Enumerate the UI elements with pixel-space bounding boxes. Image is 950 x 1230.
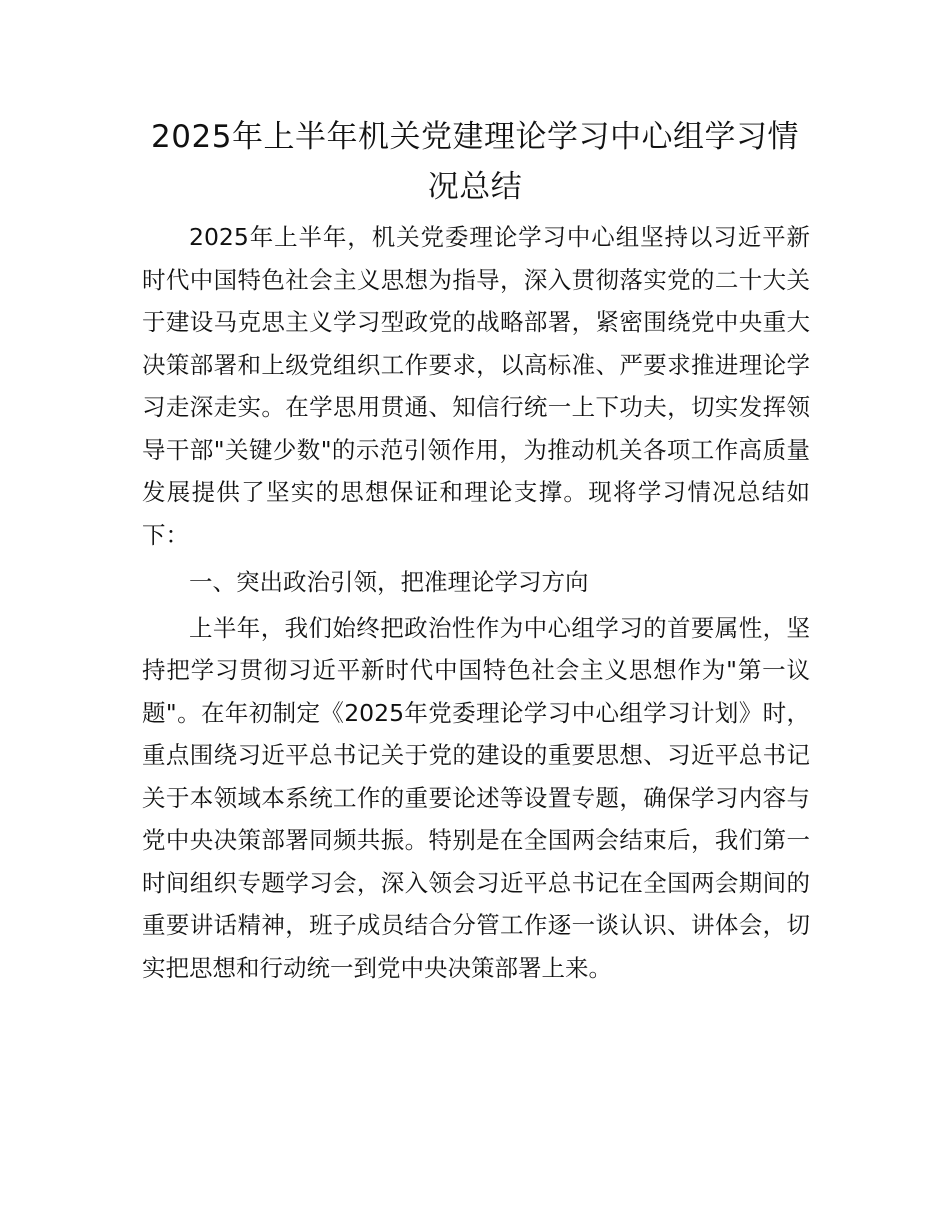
section-1-heading: 一、突出政治引领，把准理论学习方向 — [189, 568, 589, 596]
document-title: 2025年上半年机关党建理论学习中心组学习情况总结 — [151, 119, 799, 205]
document-body — [142, 158, 810, 989]
section-1-paragraph: 上半年，我们始终把政治性作为中心组学习的首要属性，坚持把学习贯彻习近平新时代中国特色社会主义思想作为"第一议题"。在年初制定《2025年党委理论学习中心组学习计划》时，重点围绕习近平总书记关于党的建设的重要思想、习近平总书记关于本领域本系统工作的重要论述等设置专题，确保学习内容与党中央决策部署同频共振。特别是在全国两会结束后，我们第一时间组织专题学习会，深入领会习近平总书记在全国两会期间的重要讲话精神，班子成员结合分管工作逐一谈认识、讲体会，切实把思想和行动统一到党中央决策部署上来。 — [142, 613, 810, 982]
intro-paragraph: 2025年上半年，机关党委理论学习中心组坚持以习近平新时代中国特色社会主义思想为指导，深入贯彻落实党的二十大关于建设马克思主义学习型政党的战略部署，紧密围绕党中央重大决策部署和上级党组织工作要求，以高标准、严要求推进理论学习走深走实。在学思用贯通、知信行统一上下功夫，切实发挥领导干部"关键少数"的示范引领作用，为推动机关各项工作高质量发展提供了坚实的思想保证和理论支撑。现将学习情况总结如下： — [142, 223, 810, 549]
